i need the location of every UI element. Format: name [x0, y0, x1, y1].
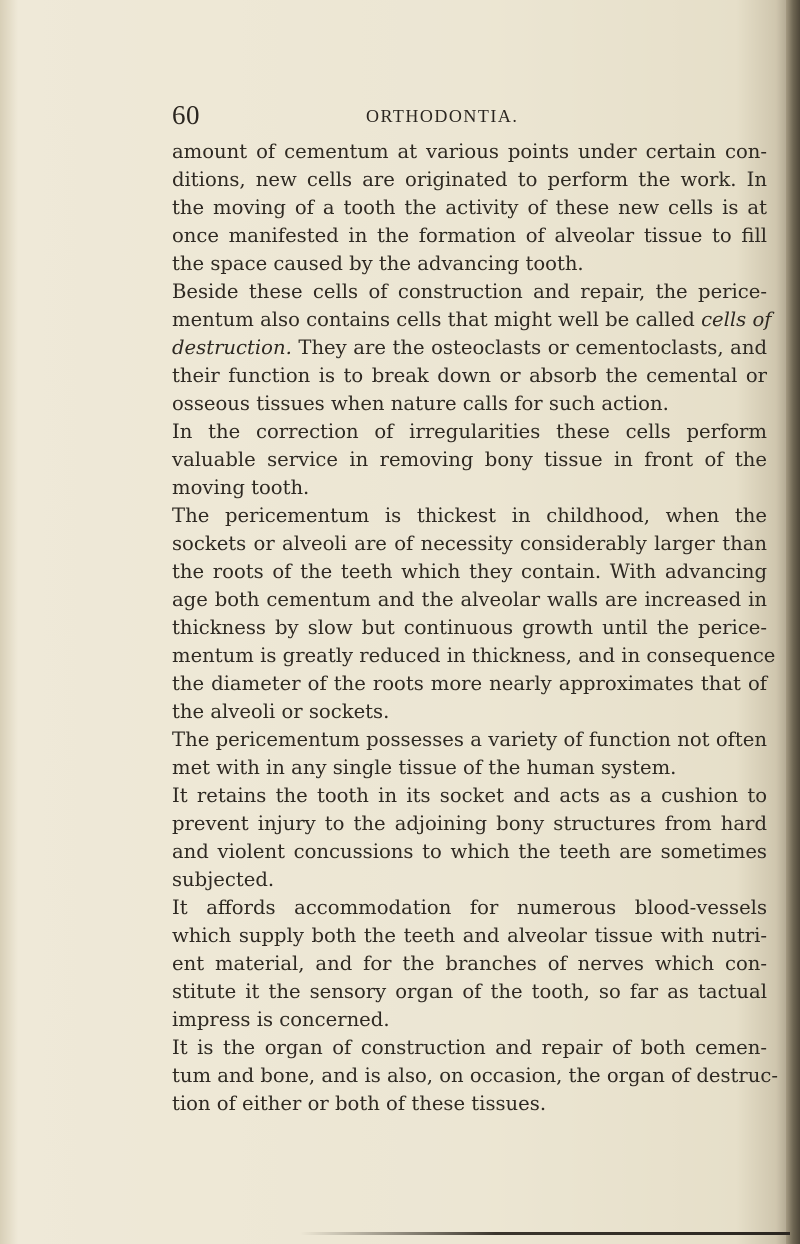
text-line: stitute it the sensory organ of the tooth, so far as tactual	[172, 980, 767, 1003]
text-line: the roots of the teeth which they contain. With advancing	[172, 560, 767, 583]
text-line: age both cementum and the alveolar walls are increased in	[172, 588, 767, 611]
text-line: mentum is greatly reduced in thickness, and in consequence	[172, 644, 776, 667]
text-line: tum and bone, and is also, on occasion, the organ of destruc-	[172, 1064, 778, 1087]
text-line: The pericementum is thickest in childhood, when the	[172, 504, 767, 527]
text-line: the space caused by the advancing tooth.	[172, 252, 584, 275]
text-line: ent material, and for the branches of nerves which con-	[172, 952, 767, 975]
page-right-edge	[786, 0, 800, 1244]
body-text	[172, 138, 778, 1118]
text-line: It is the organ of construction and repair of both cemen-	[172, 1036, 767, 1059]
paragraph-3	[172, 418, 767, 502]
paragraph-8	[172, 1034, 778, 1118]
text-line: the diameter of the roots more nearly approximates that of	[172, 672, 767, 695]
text-line: In the correction of irregularities these cells perform	[172, 420, 767, 443]
text-line: The pericementum possesses a variety of function not often	[172, 728, 767, 751]
text-line: subjected.	[172, 868, 275, 891]
italic-term: destruction.	[172, 336, 292, 359]
text-run: They are the osteoclasts or cementoclasts, and	[291, 336, 767, 359]
paragraph-2	[172, 278, 772, 418]
text-line: valuable service in removing bony tissue in front of the	[172, 448, 767, 471]
text-line: ditions, new cells are originated to perform the work. In	[172, 168, 767, 191]
text-line: It retains the tooth in its socket and acts as a cushion to	[172, 784, 767, 807]
text-line: the alveoli or sockets.	[172, 700, 390, 723]
text-line: thickness by slow but continuous growth until the perice-	[172, 616, 767, 639]
running-head: ORTHODONTIA.	[366, 106, 519, 126]
text-line	[172, 334, 767, 362]
text-line: impress is concerned.	[172, 1008, 390, 1031]
text-line: osseous tissues when nature calls for such action.	[172, 392, 669, 415]
text-line: the moving of a tooth the activity of these new cells is at	[172, 196, 767, 219]
text-line: tion of either or both of these tissues.	[172, 1092, 547, 1115]
text-run: mentum also contains cells that might well be called	[172, 308, 702, 331]
text-line: once manifested in the formation of alveolar tissue to fill	[172, 224, 767, 247]
paragraph-4	[172, 502, 776, 726]
text-line: met with in any single tissue of the human system.	[172, 756, 677, 779]
paragraph-6	[172, 782, 767, 894]
text-line	[172, 306, 772, 334]
text-line: their function is to break down or absorb the cemental or	[172, 364, 767, 387]
italic-term: cells of	[701, 308, 772, 331]
text-line: sockets or alveoli are of necessity considerably larger than	[172, 532, 767, 555]
text-line: It affords accommodation for numerous blood-vessels	[172, 896, 767, 919]
page-number: 60	[172, 100, 200, 130]
paragraph-1	[172, 138, 767, 278]
page-bottom-edge	[300, 1232, 790, 1235]
paragraph-5	[172, 726, 767, 782]
text-line: prevent injury to the adjoining bony structures from hard	[172, 812, 767, 835]
paragraph-7	[172, 894, 767, 1034]
text-line: amount of cementum at various points under certain con-	[172, 140, 767, 163]
page-gutter-shadow	[0, 0, 18, 1244]
text-line: which supply both the teeth and alveolar tissue with nutri-	[172, 924, 767, 947]
text-line: Beside these cells of construction and repair, the perice-	[172, 280, 767, 303]
text-line: moving tooth.	[172, 476, 310, 499]
text-line: and violent concussions to which the teeth are sometimes	[172, 840, 767, 863]
